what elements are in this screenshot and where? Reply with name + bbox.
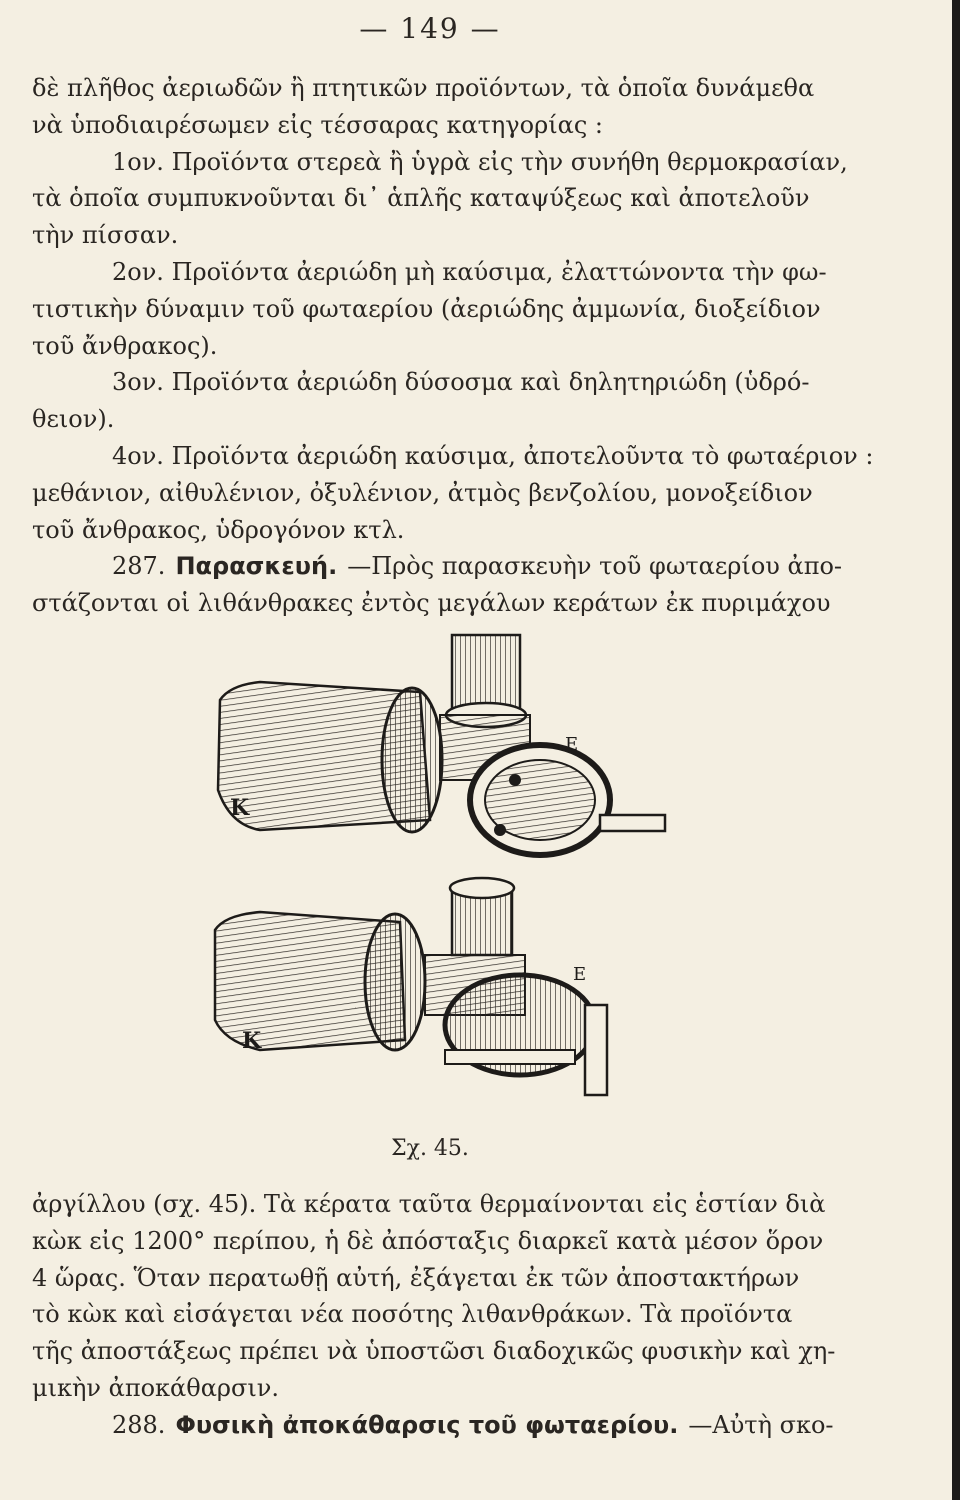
- text-line: τιστικὴν δύναμιν τοῦ φωταερίου (ἀεριώδης ἀμμωνία, διοξείδιον: [32, 294, 821, 323]
- lid-bar: [600, 815, 665, 831]
- text-line: 1ον. Προϊόντα στερεὰ ἢ ὑγρὰ εἰς τὴν συνήθη θερμοκρασίαν,: [112, 147, 848, 176]
- figure-caption: Σχ. 45.: [391, 1136, 469, 1161]
- section-288-line: [32, 1407, 832, 1444]
- top-retort: [218, 635, 665, 855]
- text-line: μικὴν ἀποκάθαρσιν.: [32, 1373, 280, 1402]
- bottom-paragraphs: [32, 1186, 836, 1444]
- pipe-opening: [450, 878, 514, 898]
- label-k: K: [242, 1028, 262, 1054]
- text-line: στάζονται οἱ λιθάνθρακες ἐντὸς μεγάλων κεράτων ἐκ πυριμάχου: [32, 589, 831, 618]
- section-heading: Παρασκευή.: [175, 552, 338, 581]
- section-heading: Φυσικὴ ἀποκάθαρσις τοῦ φωταερίου.: [175, 1410, 679, 1439]
- text-line: τὸ κὼκ καὶ εἰσάγεται νέα ποσότης λιθανθράκων. Τὰ προϊόντα: [32, 1300, 793, 1329]
- text-line: 4ον. Προϊόντα ἀεριώδη καύσιμα, ἀποτελοῦντα τὸ φωταέριον :: [112, 441, 874, 470]
- label-e: E: [573, 964, 587, 985]
- text-line: τὴν πίσσαν.: [32, 221, 179, 250]
- lid-bolt: [494, 824, 506, 836]
- text-line: νὰ ὑποδιαιρέσωμεν εἰς τέσσαρας κατηγορίας :: [32, 110, 603, 139]
- text-line: τὰ ὁποῖα συμπυκνοῦνται δι᾽ ἁπλῆς καταψύξεως καὶ ἀποτελοῦν: [32, 184, 810, 213]
- text-line: 2ον. Προϊόντα ἀεριώδη μὴ καύσιμα, ἐλαττώνοντα τὴν φω-: [112, 257, 827, 286]
- text-line: τοῦ ἄνθρακος, ὑδρογόνον κτλ.: [32, 515, 405, 544]
- retort-collar: [365, 914, 425, 1050]
- text-line: 4 ὥρας. Ὅταν περατωθῇ αὐτή, ἐξάγεται ἐκ τῶν ἀποστακτήρων: [32, 1263, 800, 1292]
- label-k: K: [230, 795, 250, 821]
- page-edge-shadow: [952, 0, 960, 1500]
- text-line: —Αὐτὴ σκο-: [688, 1410, 834, 1439]
- label-e: E: [565, 734, 579, 755]
- lid-clamp: [585, 1005, 607, 1095]
- text-line: κὼκ εἰς 1200° περίπου, ἡ δὲ ἀπόσταξις διαρκεῖ κατὰ μέσον ὅρον: [32, 1226, 824, 1255]
- section-number: 288.: [112, 1410, 166, 1439]
- text-line: τοῦ ἄνθρακος).: [32, 331, 218, 360]
- text-line: θειον).: [32, 405, 115, 434]
- page-number: — 149 —: [359, 12, 501, 45]
- bottom-retort: [215, 878, 607, 1095]
- section-number: 287.: [112, 552, 166, 581]
- text-line: —Πρὸς παρασκευὴν τοῦ φωταερίου ἀπο-: [347, 552, 843, 581]
- text-line: 3ον. Προϊόντα ἀεριώδη δύσοσμα καὶ δηλητηριώδη (ὑδρό-: [112, 368, 810, 397]
- lid-handle: [445, 1050, 575, 1064]
- section-287-line-1: [32, 548, 843, 585]
- text-line: ἀργίλλου (σχ. 45). Τὰ κέρατα ταῦτα θερμαίνονται εἰς ἑστίαν διὰ: [32, 1190, 826, 1218]
- retort-illustration: [200, 630, 700, 1130]
- text-line: μεθάνιον, αἰθυλένιον, ὀξυλένιον, ἀτμὸς βενζολίου, μονοξείδιον: [32, 478, 813, 507]
- top-paragraphs: [32, 70, 874, 622]
- retort-collar: [382, 688, 442, 832]
- text-line: δὲ πλῆθος ἀεριωδῶν ἢ πτητικῶν προϊόντων, τὰ ὁποῖα δυνάμεθα: [32, 74, 815, 102]
- text-line: τῆς ἀποστάξεως πρέπει νὰ ὑποστῶσι διαδοχικῶς φυσικὴν καὶ χη-: [32, 1337, 836, 1366]
- lid-bolt: [509, 774, 521, 786]
